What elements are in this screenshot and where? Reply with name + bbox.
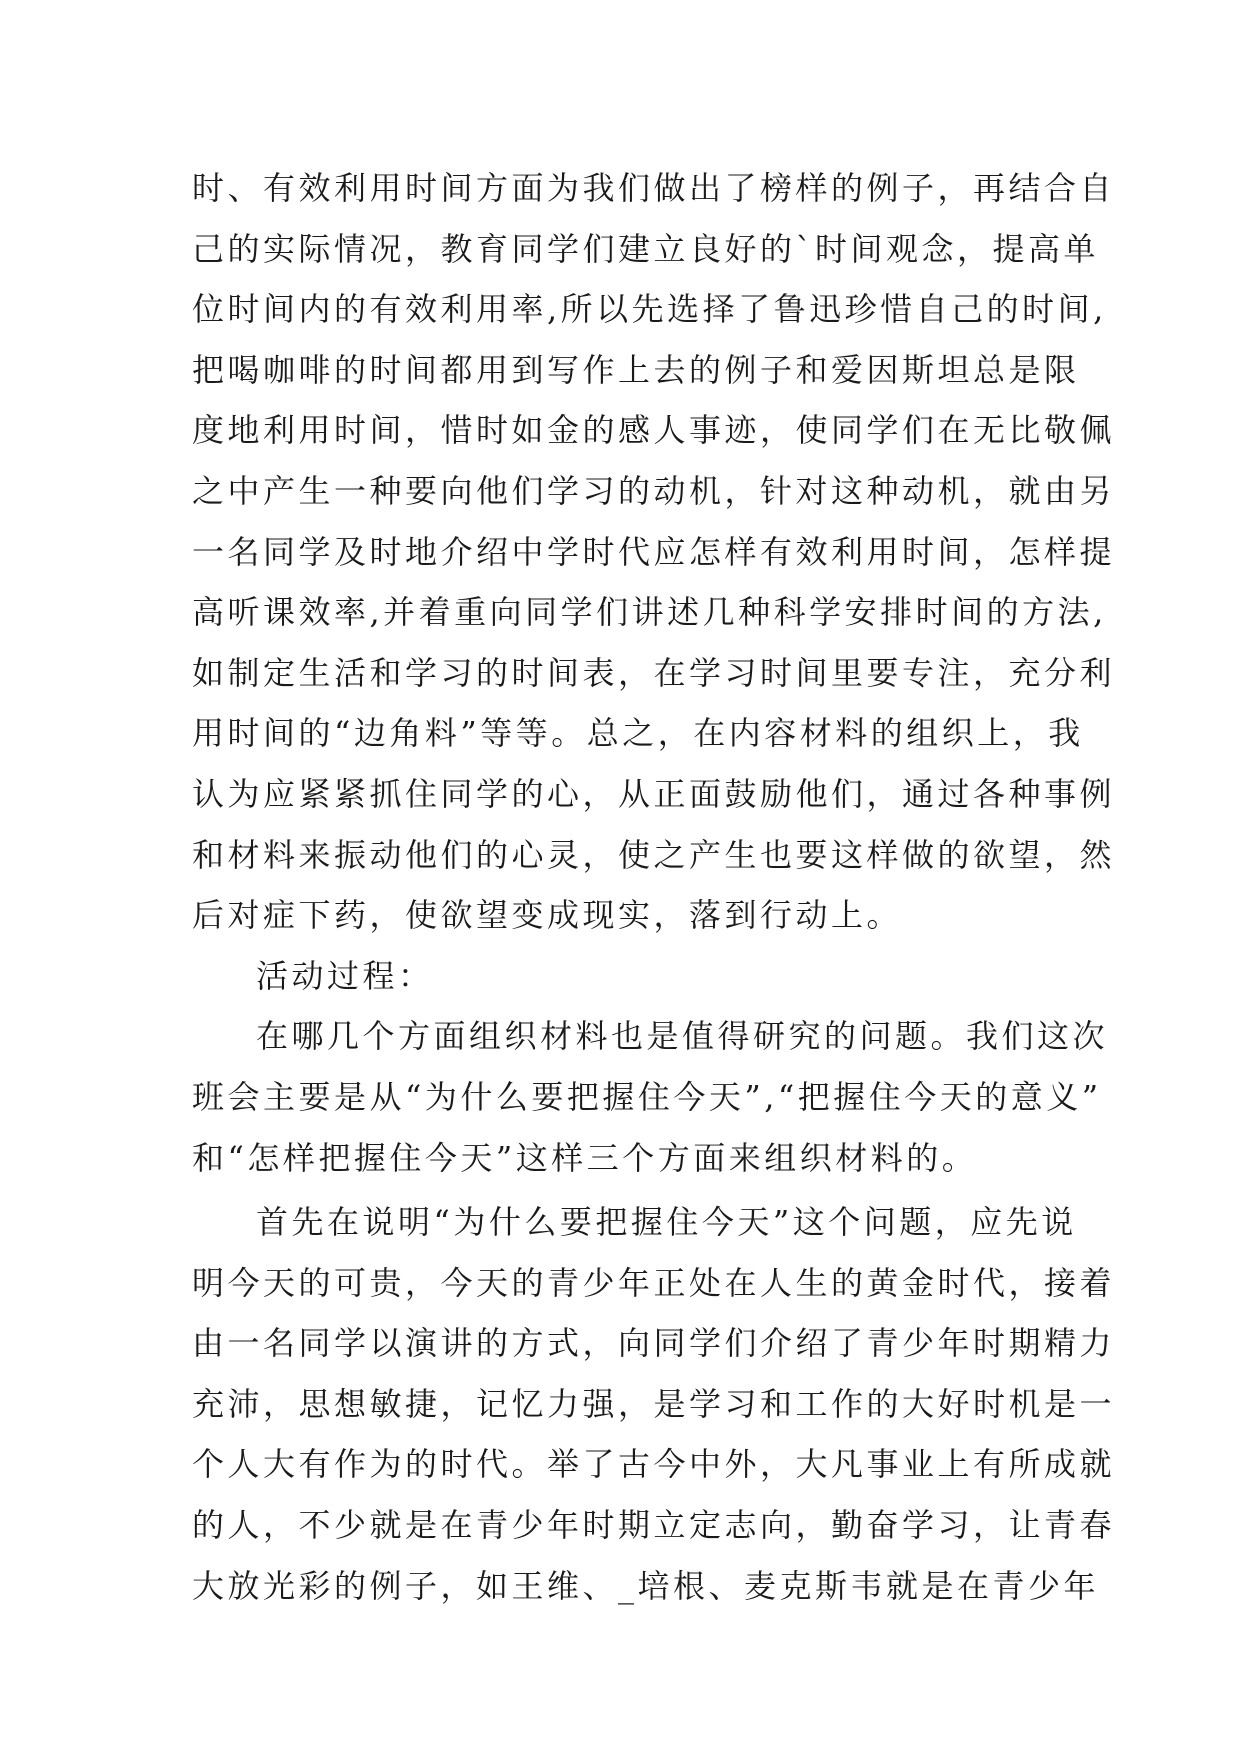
text-line: 度地利用时间，惜时如金的感人事迹，使同学们在无比敬佩: [192, 411, 1116, 450]
text-line: 后对症下药，使欲望变成现实，落到行动上。: [192, 896, 903, 935]
text-line: 认为应紧紧抓住同学的心，从正面鼓励他们，通过各种事例: [192, 774, 1116, 813]
text-line: 大放光彩的例子，如王维、_培根、麦克斯韦就是在青少年: [192, 1566, 1100, 1605]
text-line: 和材料来振动他们的心灵，使之产生也要这样做的欲望，然: [192, 835, 1116, 874]
text-line: 己的实际情况，教育同学们建立良好的`时间观念，提高单: [192, 229, 1100, 268]
text-line: 明今天的可贵，今天的青少年正处在人生的黄金时代，接着: [192, 1263, 1116, 1302]
paragraph-start-line: 在哪几个方面组织材料也是值得研究的问题。我们这次: [256, 1017, 1109, 1056]
text-line: 由一名同学以演讲的方式，向同学们介绍了青少年时期精力: [192, 1324, 1116, 1363]
text-line: 和“怎样把握住今天”这样三个方面来组织材料的。: [192, 1138, 978, 1177]
text-line: 班会主要是从“为什么要把握住今天”,“把握住今天的意义”: [192, 1077, 1102, 1116]
text-line: 充沛，思想敏捷，记忆力强，是学习和工作的大好时机是一: [192, 1384, 1116, 1423]
section-heading: 活动过程：: [256, 956, 434, 995]
text-line: 高听课效率,并着重向同学们讲述几种科学安排时间的方法,: [192, 593, 1107, 632]
text-line: 如制定生活和学习的时间表，在学习时间里要专注，充分利: [192, 653, 1116, 692]
text-line: 之中产生一种要向他们学习的动机，针对这种动机，就由另: [192, 471, 1116, 510]
paragraph-start-line: 首先在说明“为什么要把握住今天”这个问题，应先说: [256, 1203, 1077, 1242]
text-line: 个人大有作为的时代。举了古今中外，大凡事业上有所成就: [192, 1445, 1116, 1484]
body-text: [192, 158, 1116, 1616]
text-line: 一名同学及时地介绍中学时代应怎样有效利用时间，怎样提: [192, 532, 1116, 571]
text-line: 时、有效利用时间方面为我们做出了榜样的例子，再结合自: [192, 169, 1116, 207]
text-line: 的人，不少就是在青少年时期立定志向，勤奋学习，让青春: [192, 1506, 1116, 1545]
text-line: 把喝咖啡的时间都用到写作上去的例子和爱因斯坦总是限: [192, 350, 1080, 389]
text-line: 位时间内的有效利用率,所以先选择了鲁迅珍惜自己的时间,: [192, 290, 1107, 329]
text-line: 用时间的“边角料”等等。总之，在内容材料的组织上，我: [192, 714, 1084, 753]
